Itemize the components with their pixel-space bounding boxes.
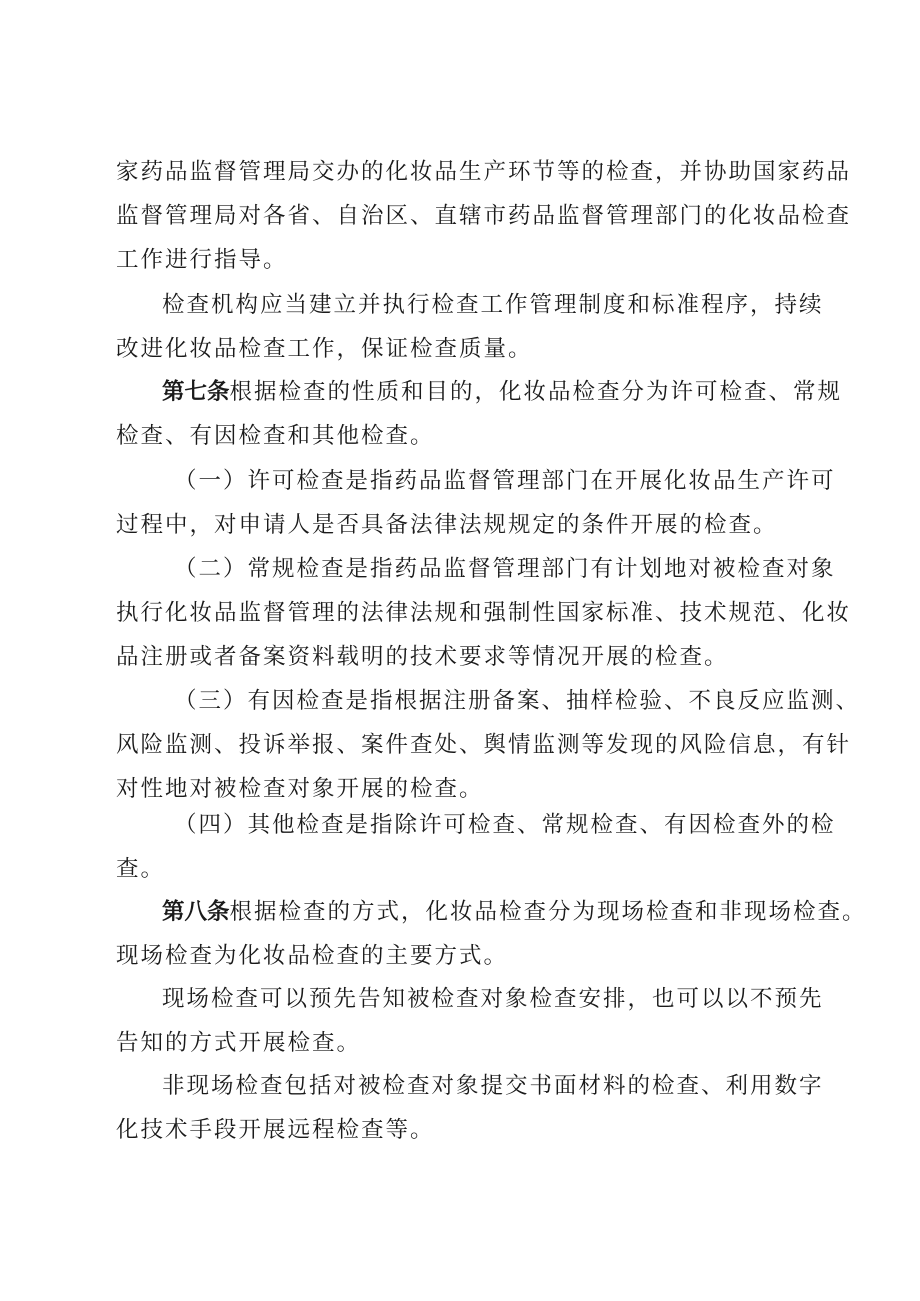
- text-line: 非现场检查包括对被检查对象提交书面材料的检查、利用数字: [162, 1073, 824, 1099]
- text-line: 工作进行指导。: [116, 247, 288, 273]
- text-line: 现场检查可以预先告知被检查对象检查安排，也可以以不预先: [162, 986, 824, 1012]
- text-line: 化技术手段开展远程检查等。: [116, 1117, 435, 1143]
- text-line: （二）常规检查是指药品监督管理部门有计划地对被检查对象: [174, 556, 836, 582]
- text-line: [116, 890, 867, 934]
- article-text: 根据检查的方式，化妆品检查分为现场检查和非现场检查。: [229, 899, 867, 925]
- paragraph-continuation: [116, 150, 852, 282]
- text-line: 风险监测、投诉举报、案件查处、舆情监测等发现的风险信息，有针: [116, 732, 852, 758]
- text-line: 查。: [116, 856, 166, 882]
- text-line: 执行化妆品监督管理的法律法规和强制性国家标准、技术规范、化妆: [116, 600, 852, 626]
- article-text: 根据检查的性质和目的，化妆品检查分为许可检查、常规: [229, 379, 843, 405]
- text-line: 检查、有因检查和其他检查。: [116, 423, 435, 449]
- paragraph-article-8: [116, 890, 867, 978]
- paragraph-item-4: [116, 803, 836, 891]
- paragraph-onsite-inspection: [116, 977, 824, 1065]
- text-line: 品注册或者备案资料载明的技术要求等情况开展的检查。: [116, 644, 729, 670]
- text-line: 对性地对被检查对象开展的检查。: [116, 776, 484, 802]
- paragraph-item-3: [116, 679, 861, 811]
- text-line: 检查机构应当建立并执行检查工作管理制度和标准程序，持续: [162, 292, 824, 318]
- paragraph-inspection-institution: [116, 283, 824, 371]
- paragraph-item-2: [116, 547, 852, 679]
- text-line: （一）许可检查是指药品监督管理部门在开展化妆品生产许可: [174, 468, 836, 494]
- text-line: 改进化妆品检查工作，保证检查质量。: [116, 336, 533, 362]
- paragraph-offsite-inspection: [116, 1064, 824, 1152]
- text-line: 家药品监督管理局交办的化妆品生产环节等的检查，并协助国家药品: [116, 159, 852, 185]
- article-number: 第七条: [162, 379, 230, 405]
- text-line: 监督管理局对各省、自治区、直辖市药品监督管理部门的化妆品检查: [116, 203, 852, 229]
- paragraph-item-1: [116, 459, 836, 547]
- text-line: 现场检查为化妆品检查的主要方式。: [116, 943, 509, 969]
- text-line: （四）其他检查是指除许可检查、常规检查、有因检查外的检: [174, 812, 836, 838]
- text-line: （三）有因检查是指根据注册备案、抽样检验、不良反应监测、: [174, 688, 861, 714]
- text-line: 告知的方式开展检查。: [116, 1030, 362, 1056]
- text-line: 过程中，对申请人是否具备法律法规规定的条件开展的检查。: [116, 512, 778, 538]
- article-number: 第八条: [162, 899, 230, 925]
- paragraph-article-7: [116, 370, 843, 458]
- text-line: [116, 370, 843, 414]
